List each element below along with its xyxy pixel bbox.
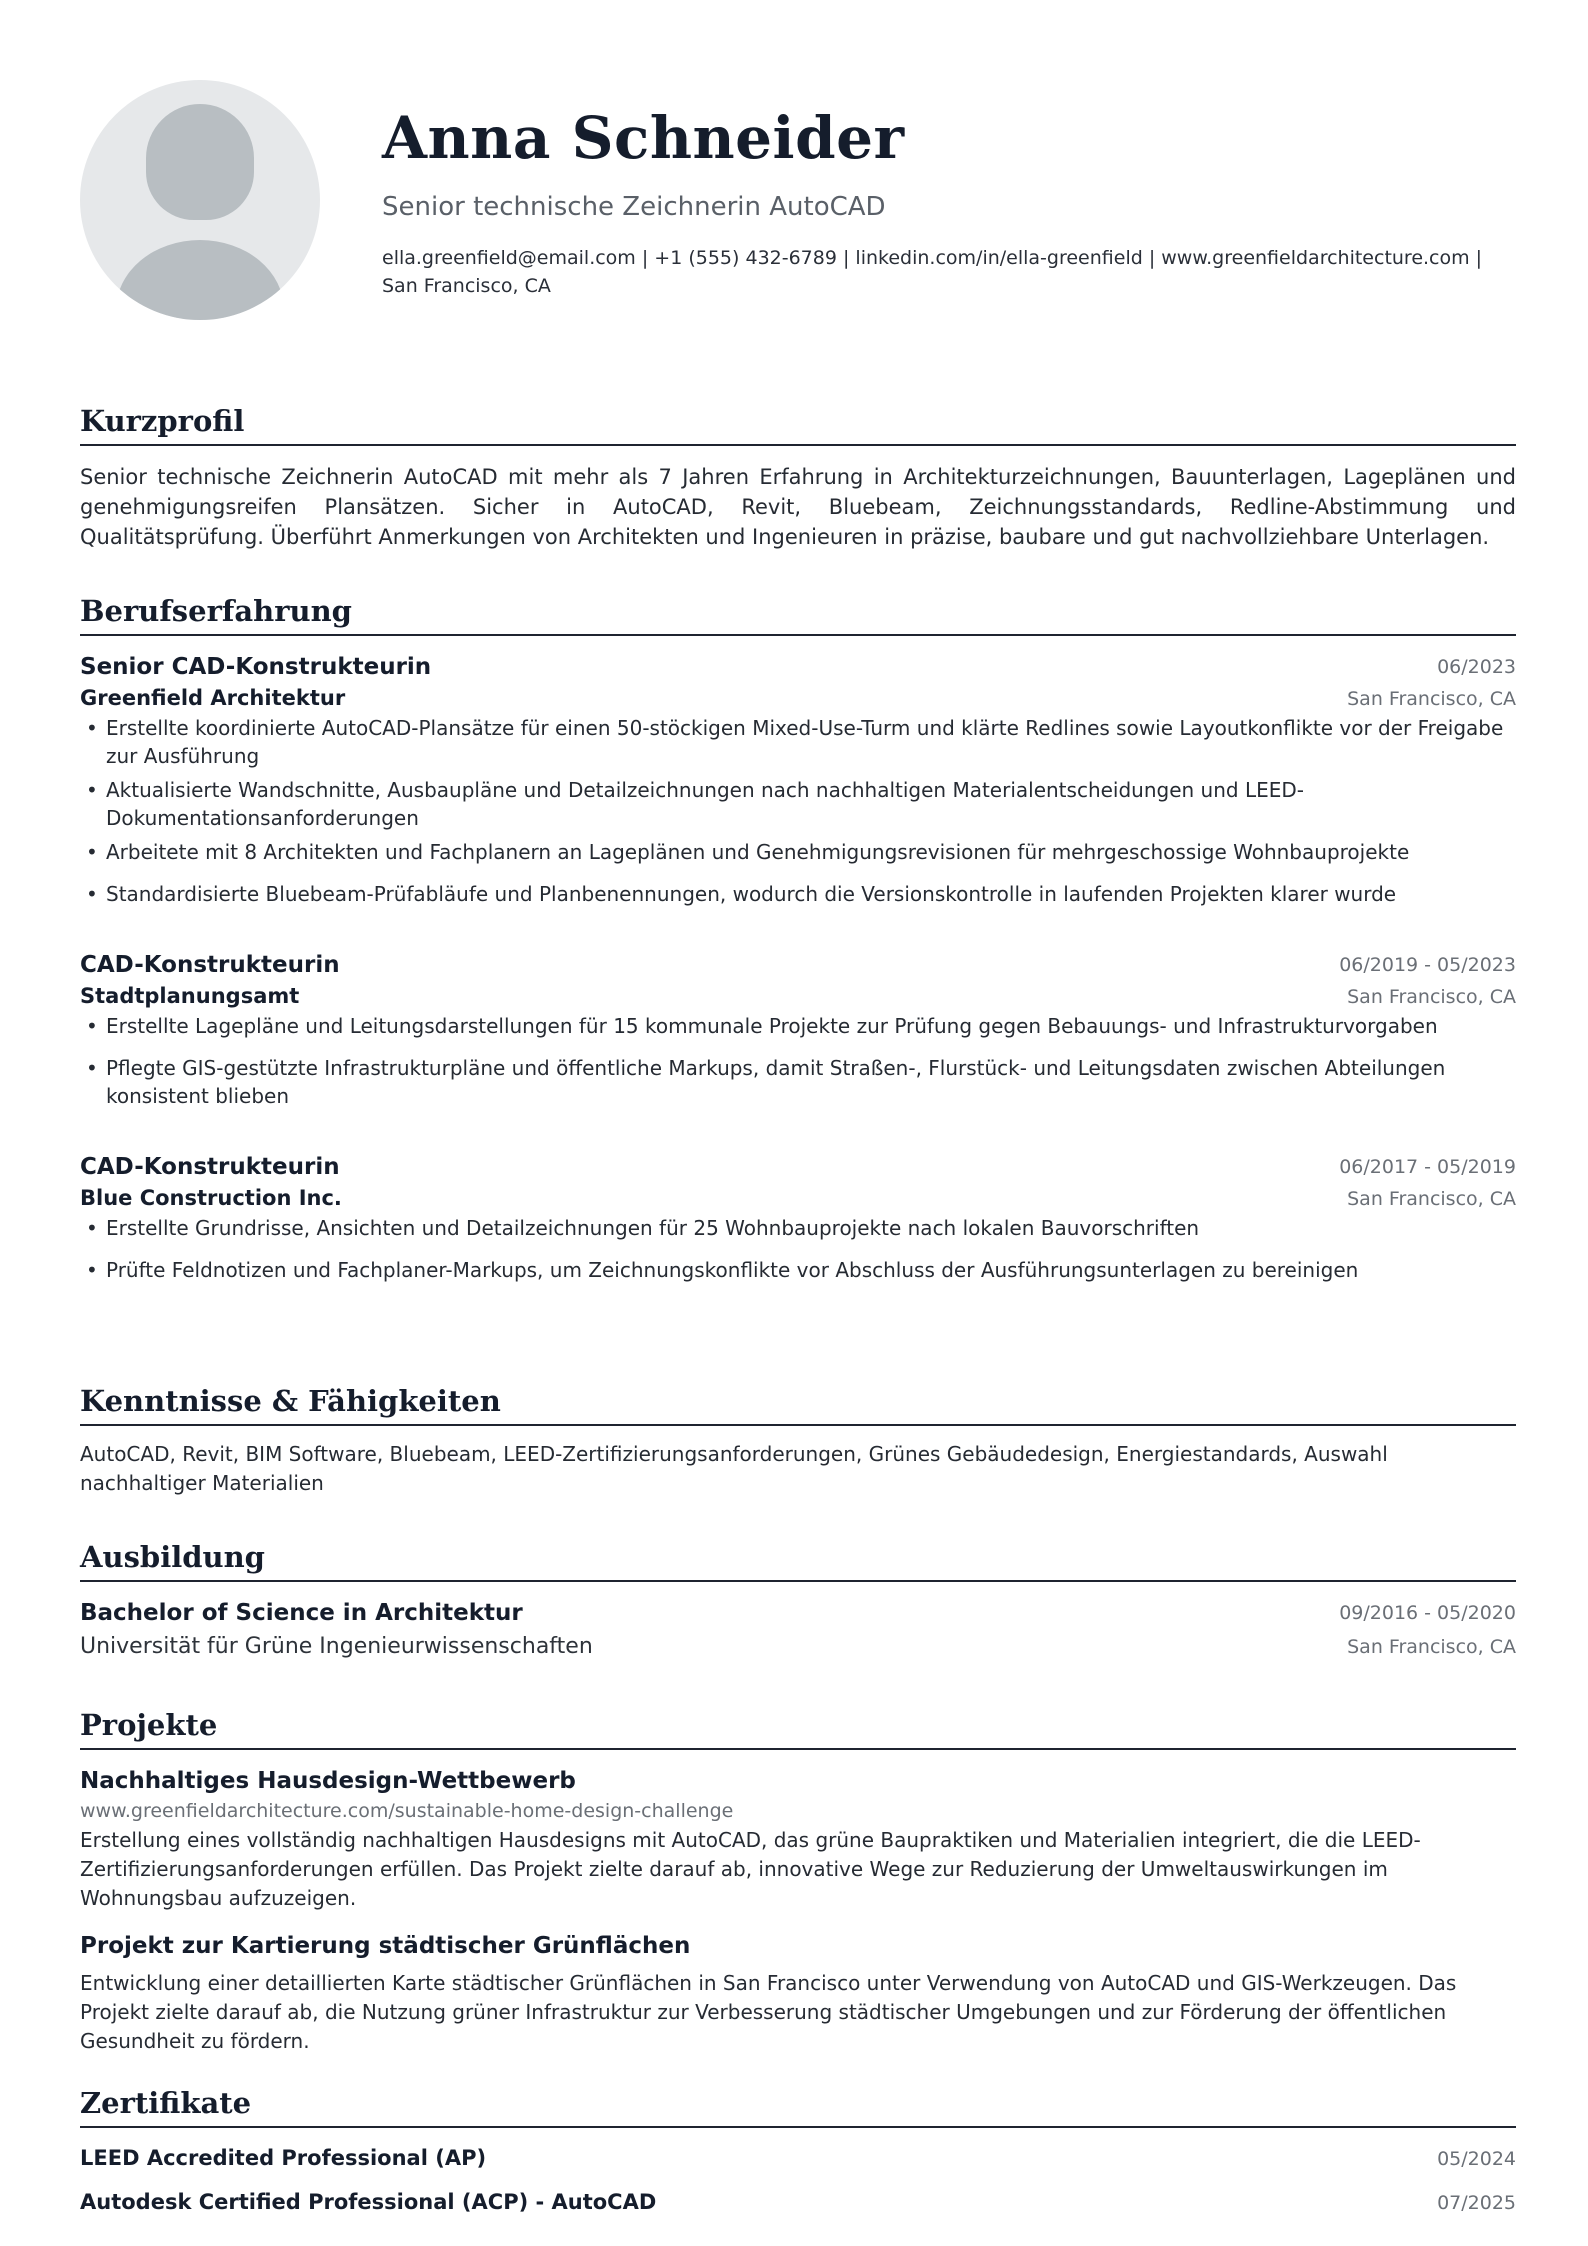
- certificate-date: 07/2025: [1437, 2192, 1516, 2214]
- project-description: Erstellung eines vollständig nachhaltigen Hausdesigns mit AutoCAD, das grüne Baupraktiken und Materialien integriert, die die LEED-Zertifizierungsanforderungen erfüllen. Das Projekt zielte darauf ab, innovative Wege zur Reduzierung der Umweltauswirkungen im Wohnungsbau aufzuzeigen.: [80, 1828, 1421, 1910]
- job-bullet: • Aktualisierte Wandschnitte, Ausbaupläne und Detailzeichnungen nach nachhaltigen Materialentscheidungen und LEED-Dokumentationsanforderungen: [80, 776, 1516, 832]
- job-date: 06/2019 - 05/2023: [1339, 954, 1516, 976]
- job-title: Senior CAD-Konstrukteurin: [80, 654, 432, 680]
- education-location: San Francisco, CA: [1347, 1636, 1516, 1658]
- certificate-row: [80, 2146, 1516, 2170]
- avatar: [80, 80, 320, 320]
- education-date: 09/2016 - 05/2020: [1339, 1602, 1516, 1624]
- job-bullet: • Pflegte GIS-gestützte Infrastrukturpläne und öffentliche Markups, damit Straßen-, Flurstück- und Leitungsdaten zwischen Abteilungen konsistent blieben: [80, 1054, 1516, 1110]
- certificate-title: LEED Accredited Professional (AP): [80, 2146, 487, 2170]
- education-school-row: [80, 1634, 1516, 1659]
- job-title: CAD-Konstrukteurin: [80, 952, 340, 978]
- education-section: [80, 1540, 1516, 1659]
- job-location: San Francisco, CA: [1347, 986, 1516, 1008]
- projects-section: [80, 1708, 1516, 2056]
- education-degree: Bachelor of Science in Architektur: [80, 1600, 523, 1626]
- project-url[interactable]: www.greenfieldarchitecture.com/sustainable-home-design-challenge: [80, 1800, 734, 1822]
- job-header: [80, 654, 1516, 680]
- avatar-head-shape: [146, 104, 254, 220]
- job-date: 06/2023: [1437, 656, 1516, 678]
- candidate-headline: Senior technische Zeichnerin AutoCAD: [382, 192, 886, 222]
- project-entry: [80, 1933, 1516, 2056]
- job-bullet: • Prüfte Feldnotizen und Fachplaner-Markups, um Zeichnungskonflikte vor Abschluss der Ausführungsunterlagen zu bereinigen: [80, 1256, 1516, 1284]
- job-bullets: [80, 1214, 1516, 1284]
- job-company: Stadtplanungsamt: [80, 984, 300, 1008]
- section-title-summary: Kurzprofil: [80, 404, 1516, 446]
- section-title-education: Ausbildung: [80, 1540, 1516, 1582]
- job-company-row: [80, 686, 1516, 710]
- job-bullet: • Erstellte koordinierte AutoCAD-Plansätze für einen 50-stöckigen Mixed-Use-Turm und klärte Redlines sowie Layoutkonflikte vor der Freigabe zur Ausführung: [80, 714, 1516, 770]
- section-title-experience: Berufserfahrung: [80, 594, 1516, 636]
- project-title: Nachhaltiges Hausdesign-Wettbewerb: [80, 1768, 576, 1794]
- certificate-title: Autodesk Certified Professional (ACP) - AutoCAD: [80, 2190, 657, 2214]
- job-company: Greenfield Architektur: [80, 686, 346, 710]
- experience-section: [80, 594, 1516, 1284]
- job-bullets: [80, 714, 1516, 908]
- project-description: Entwicklung einer detaillierten Karte städtischer Grünflächen in San Francisco unter Verwendung von AutoCAD und GIS-Werkzeugen. Das Projekt zielte darauf ab, die Nutzung grüner Infrastruktur zur Verbesserung städtischer Umgebungen und zur Förderung der öffentlichen Gesundheit zu fördern.: [80, 1971, 1457, 2053]
- job-company-row: [80, 984, 1516, 1008]
- contact-line: ella.greenfield@email.com | +1 (555) 432-6789 | linkedin.com/in/ella-greenfield | www.greenfieldarchitecture.com | San Francisco, CA: [382, 247, 1483, 297]
- project-entry: [80, 1768, 1516, 1913]
- skills-section: [80, 1384, 1516, 1498]
- certificates-section: [80, 2086, 1516, 2214]
- job-date: 06/2017 - 05/2019: [1339, 1156, 1516, 1178]
- skills-text: AutoCAD, Revit, BIM Software, Bluebeam, LEED-Zertifizierungsanforderungen, Grünes Gebäudedesign, Energiestandards, Auswahl nachhaltiger Materialien: [80, 1442, 1388, 1495]
- job-location: San Francisco, CA: [1347, 1188, 1516, 1210]
- job-title: CAD-Konstrukteurin: [80, 1154, 340, 1180]
- job-entry: [80, 654, 1516, 908]
- certificate-date: 05/2024: [1437, 2148, 1516, 2170]
- job-location: San Francisco, CA: [1347, 688, 1516, 710]
- job-company-row: [80, 1186, 1516, 1210]
- education-school: Universität für Grüne Ingenieurwissenschaften: [80, 1634, 593, 1659]
- job-entry: [80, 952, 1516, 1110]
- job-bullet: • Standardisierte Bluebeam-Prüfabläufe und Planbenennungen, wodurch die Versionskontrolle in laufenden Projekten klarer wurde: [80, 880, 1516, 908]
- section-title-projects: Projekte: [80, 1708, 1516, 1750]
- summary-text: Senior technische Zeichnerin AutoCAD mit mehr als 7 Jahren Erfahrung in Architekturzeichnungen, Bauunterlagen, Lageplänen und genehmigungsreifen Plansätzen. Sicher in AutoCAD, Revit, Bluebeam, Zeichnungsstandards, Redline-Abstimmung und Qualitätsprüfung. Überführt Anmerkungen von Architekten und Ingenieuren in präzise, baubare und gut nachvollziehbare Unterlagen.: [80, 465, 1516, 549]
- job-bullet: • Arbeitete mit 8 Architekten und Fachplanern an Lageplänen und Genehmigungsrevisionen für mehrgeschossige Wohnbauprojekte: [80, 838, 1516, 866]
- section-title-certificates: Zertifikate: [80, 2086, 1516, 2128]
- job-entry: [80, 1154, 1516, 1284]
- job-bullets: [80, 1012, 1516, 1110]
- job-bullet: • Erstellte Lagepläne und Leitungsdarstellungen für 15 kommunale Projekte zur Prüfung gegen Bebauungs- und Infrastrukturvorgaben: [80, 1012, 1516, 1040]
- job-header: [80, 1154, 1516, 1180]
- avatar-shoulders-shape: [116, 240, 284, 320]
- job-bullet: • Erstellte Grundrisse, Ansichten und Detailzeichnungen für 25 Wohnbauprojekte nach lokalen Bauvorschriften: [80, 1214, 1516, 1242]
- job-header: [80, 952, 1516, 978]
- summary-section: [80, 404, 1516, 552]
- candidate-name: Anna Schneider: [382, 104, 905, 172]
- job-company: Blue Construction Inc.: [80, 1186, 342, 1210]
- section-title-skills: Kenntnisse & Fähigkeiten: [80, 1384, 1516, 1426]
- education-header: [80, 1600, 1516, 1626]
- certificate-row: [80, 2190, 1516, 2214]
- project-title: Projekt zur Kartierung städtischer Grünflächen: [80, 1933, 691, 1959]
